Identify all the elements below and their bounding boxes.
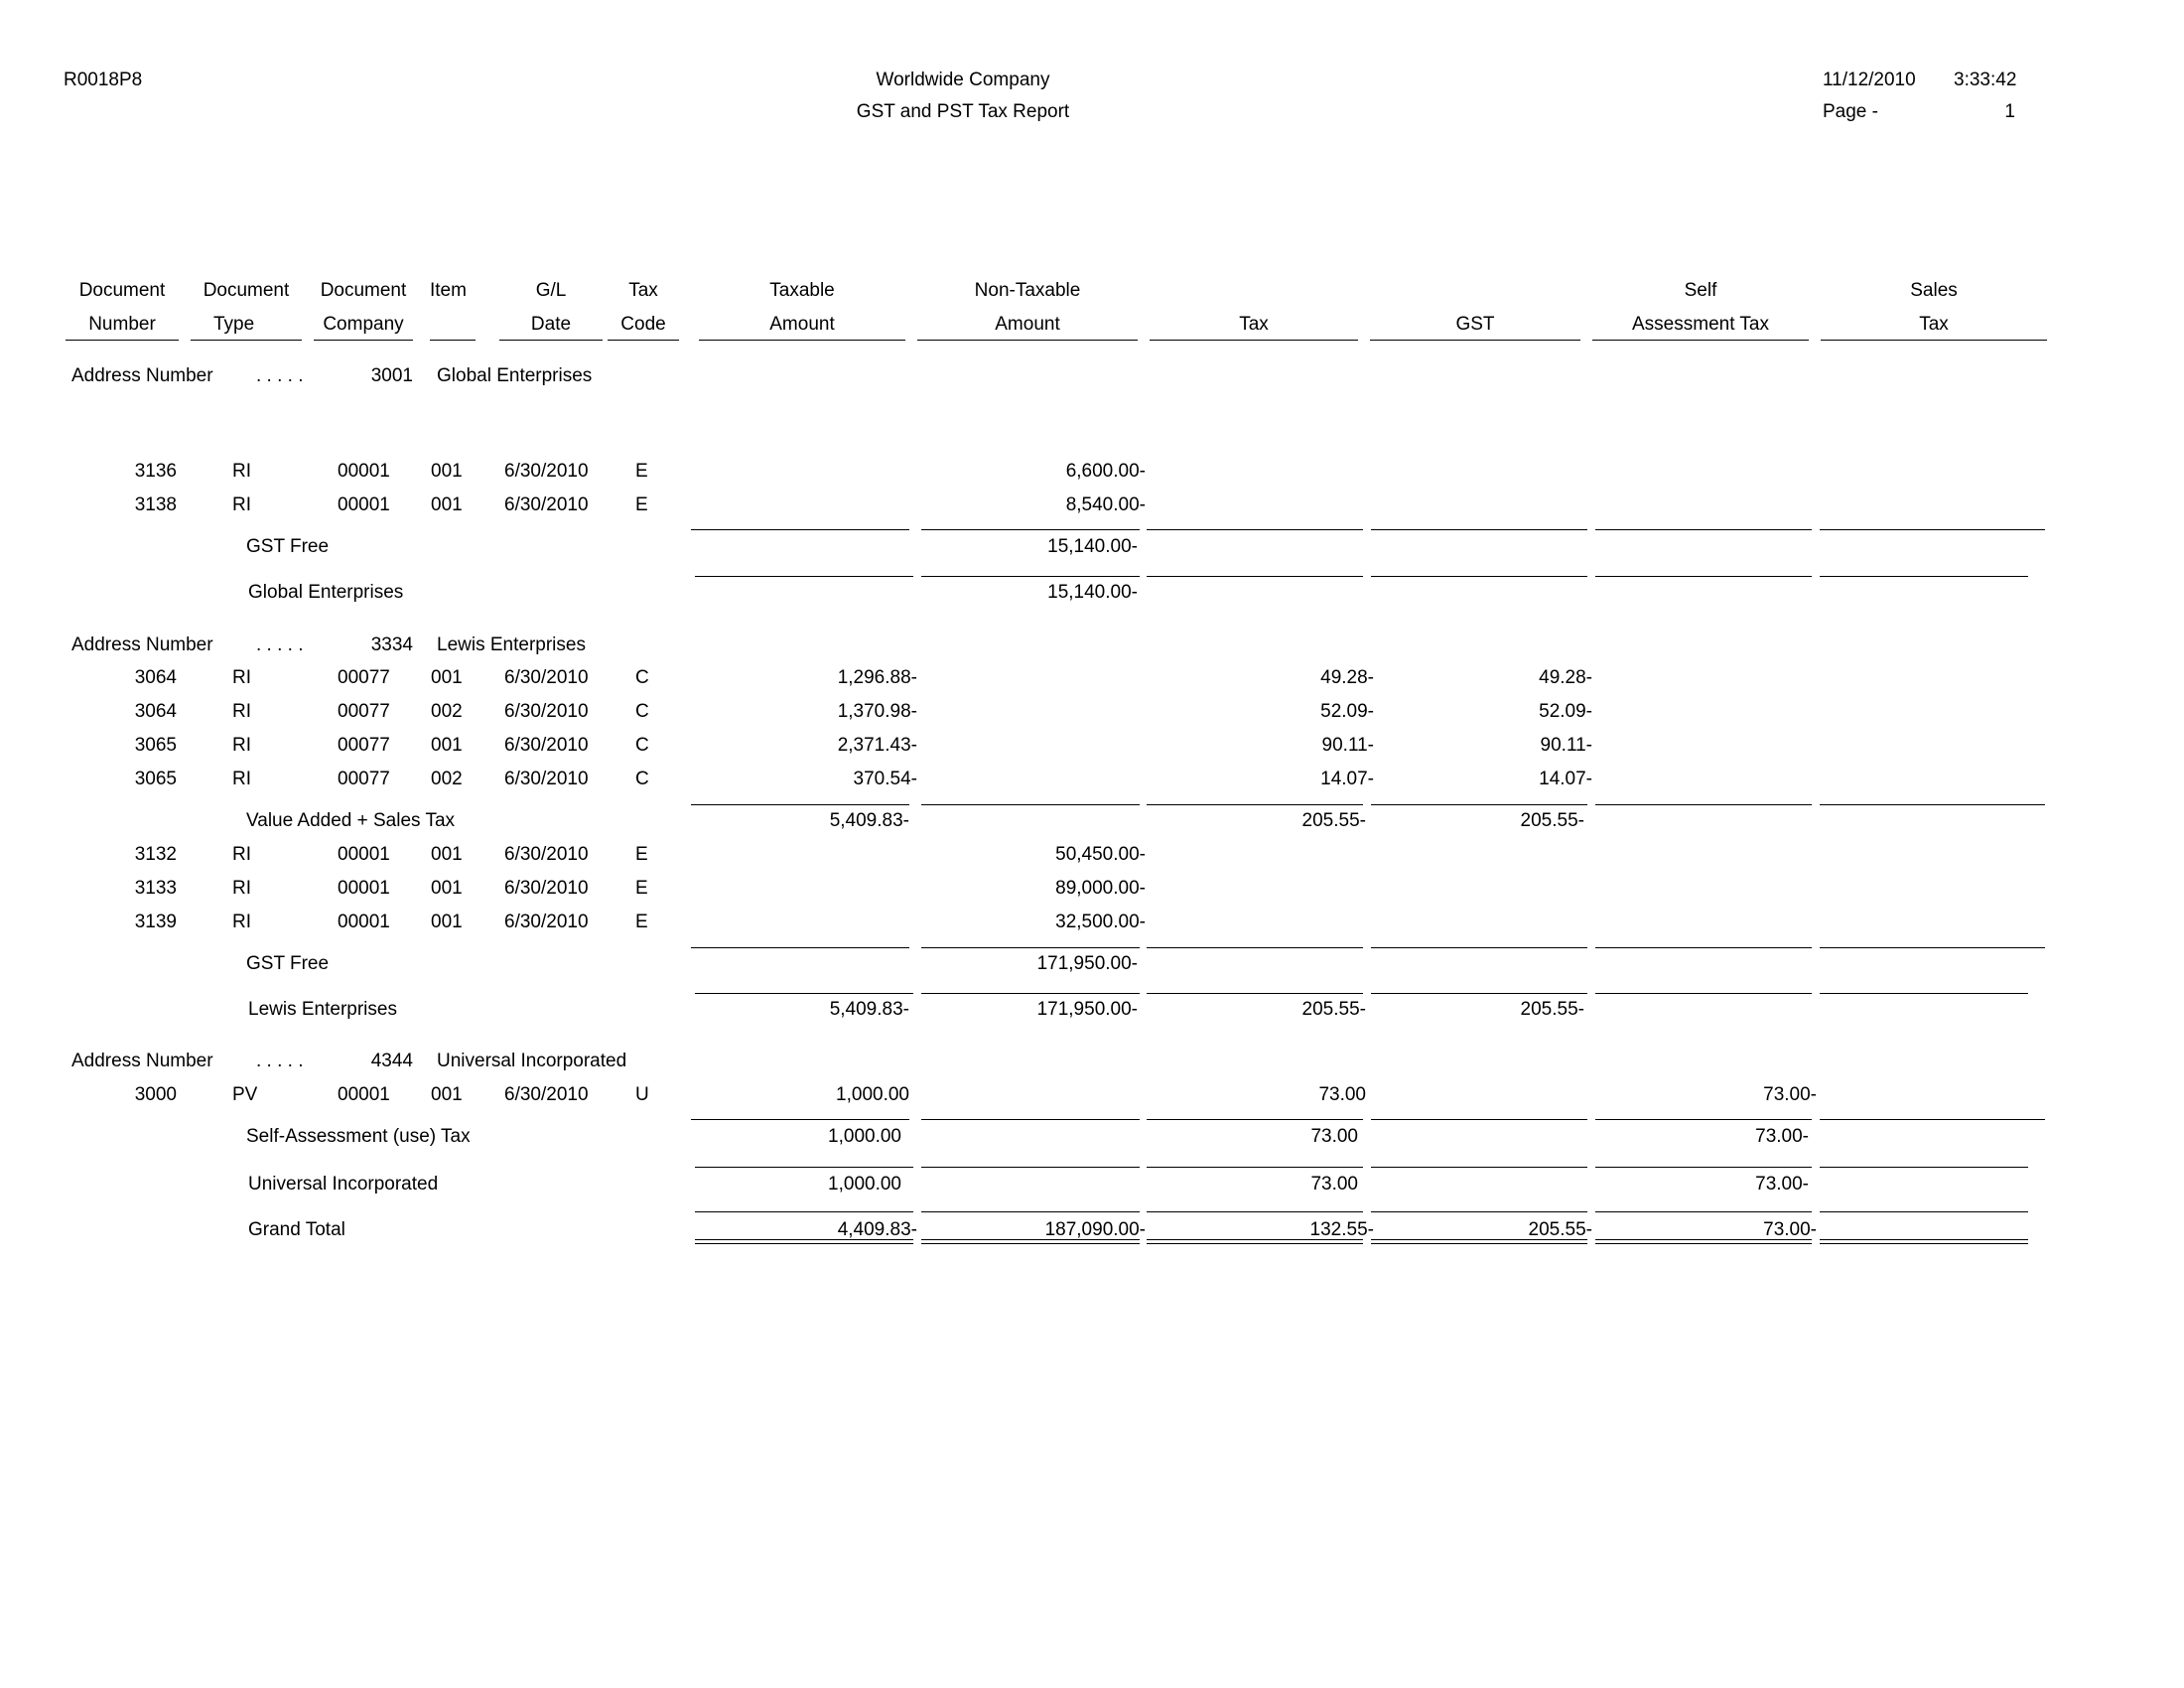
grand-total-double-rule [695,1239,913,1244]
subtotal-rule [1820,947,2045,948]
taxable-amount: 1,000.00 [836,1084,909,1105]
address-dots: . . . . . [256,634,304,655]
tax-code: E [635,461,648,482]
subtotal-rule [1595,529,1812,530]
doc-type: RI [232,461,251,482]
doc-type: RI [232,769,251,789]
item: 001 [431,461,463,482]
col-underline [608,340,679,341]
address-name: Universal Incorporated [437,1051,627,1071]
grand-total-double-rule [1595,1239,1812,1244]
col-tax-code-l2: Code [620,314,666,335]
tax-code: C [635,735,649,756]
gst-amount: 49.28- [1539,667,1592,688]
doc-type: RI [232,667,251,688]
col-underline [699,340,905,341]
subtotal-taxable: 5,409.83- [829,810,909,831]
grand-total-taxable: 4,409.83- [837,1219,917,1240]
grand-total-rule [1147,1211,1363,1212]
col-underline [314,340,413,341]
grand-total-tax: 132.55- [1309,1219,1374,1240]
subtotal-rule [921,1119,1140,1120]
non-taxable-amount: 89,000.00- [1055,878,1146,899]
company-name: Worldwide Company [876,70,1050,90]
subtotal-rule [1820,1119,2045,1120]
total-rule [1371,993,1587,994]
col-underline [1821,340,2047,341]
subtotal-label: GST Free [246,953,330,974]
total-rule [1147,993,1363,994]
doc-company: 00001 [338,494,390,515]
total-rule [1595,993,1812,994]
subtotal-rule [921,947,1140,948]
taxable-amount: 370.54- [853,769,917,789]
total-rule [921,1167,1140,1168]
item: 001 [431,735,463,756]
total-rule [921,993,1140,994]
item: 001 [431,1084,463,1105]
grand-total-double-rule [1820,1239,2028,1244]
gl-date: 6/30/2010 [504,494,589,515]
col-underline [1592,340,1809,341]
taxable-amount: 2,371.43- [837,735,917,756]
subtotal-gst: 205.55- [1520,810,1584,831]
gst-amount: 52.09- [1539,701,1592,722]
tax-amount: 73.00 [1318,1084,1366,1105]
grand-total-rule [695,1211,913,1212]
col-underline [499,340,603,341]
subtotal-non-taxable: 171,950.00- [1036,953,1138,974]
doc-number: 3065 [134,769,177,789]
subtotal-rule [1147,804,1363,805]
col-item-l1: Item [430,280,467,301]
gl-date: 6/30/2010 [504,667,589,688]
tax-code: E [635,912,648,932]
tax-amount: 52.09- [1320,701,1374,722]
group-total-tax: 73.00 [1310,1174,1358,1195]
col-doc-number-l2: Number [88,314,156,335]
item: 001 [431,912,463,932]
col-doc-number-l1: Document [78,280,166,301]
group-total-self-assessment: 73.00- [1755,1174,1809,1195]
gst-amount: 14.07- [1539,769,1592,789]
tax-code: E [635,844,648,865]
grand-total-gst: 205.55- [1528,1219,1592,1240]
group-total-taxable: 1,000.00 [828,1174,901,1195]
address-name: Lewis Enterprises [437,634,586,655]
gl-date: 6/30/2010 [504,1084,589,1105]
doc-company: 00077 [338,701,390,722]
group-total-label: Lewis Enterprises [248,999,397,1020]
tax-code: C [635,667,649,688]
grand-total-label: Grand Total [248,1219,345,1240]
grand-total-double-rule [921,1239,1140,1244]
grand-total-rule [921,1211,1140,1212]
item: 001 [431,878,463,899]
col-self-assessment-l2: Assessment Tax [1632,314,1769,335]
tax-code: U [635,1084,649,1105]
doc-company: 00001 [338,878,390,899]
doc-company: 00001 [338,912,390,932]
col-gl-date-l1: G/L [535,280,567,301]
col-self-assessment-l1: Self [1684,280,1717,301]
subtotal-rule [1371,529,1587,530]
col-taxable-l2: Amount [769,314,835,335]
subtotal-rule [1595,947,1812,948]
report-id: R0018P8 [64,70,143,90]
col-sales-tax-l2: Tax [1919,314,1949,335]
doc-number: 3064 [134,667,177,688]
total-rule [1820,1167,2028,1168]
col-non-taxable-l2: Amount [995,314,1060,335]
col-gl-date-l2: Date [530,314,572,335]
subtotal-rule [1371,947,1587,948]
col-underline [1150,340,1358,341]
doc-company: 00077 [338,735,390,756]
subtotal-rule [1147,947,1363,948]
doc-number: 3000 [134,1084,177,1105]
subtotal-rule [1595,1119,1812,1120]
total-rule [695,993,913,994]
doc-number: 3133 [134,878,177,899]
subtotal-label: Value Added + Sales Tax [246,810,456,831]
col-taxable-l1: Taxable [769,280,835,301]
item: 001 [431,844,463,865]
address-number: 3334 [370,634,413,655]
report-date: 11/12/2010 [1823,70,1916,90]
doc-type: RI [232,735,251,756]
subtotal-rule [691,529,909,530]
subtotal-rule [1147,529,1363,530]
subtotal-tax: 73.00 [1310,1126,1358,1147]
tax-amount: 14.07- [1320,769,1374,789]
col-doc-type-l2: Type [213,314,255,335]
group-total-taxable: 5,409.83- [829,999,909,1020]
subtotal-rule [691,804,909,805]
col-doc-company-l1: Document [320,280,407,301]
total-rule [695,576,913,577]
grand-total-rule [1371,1211,1587,1212]
tax-amount: 49.28- [1320,667,1374,688]
address-label: Address Number [71,634,213,655]
gst-amount: 90.11- [1540,735,1592,756]
subtotal-rule [921,804,1140,805]
total-rule [1147,576,1363,577]
group-total-gst: 205.55- [1520,999,1584,1020]
group-total-non-taxable: 15,140.00- [1047,582,1138,603]
item: 001 [431,494,463,515]
non-taxable-amount: 32,500.00- [1055,912,1146,932]
gl-date: 6/30/2010 [504,844,589,865]
doc-number: 3064 [134,701,177,722]
taxable-amount: 1,296.88- [837,667,917,688]
subtotal-rule [1595,804,1812,805]
address-dots: . . . . . [256,365,304,386]
total-rule [1595,1167,1812,1168]
tax-amount: 90.11- [1321,735,1374,756]
total-rule [1820,576,2028,577]
col-underline [917,340,1138,341]
doc-type: RI [232,494,251,515]
tax-code: E [635,878,648,899]
self-assessment-amount: 73.00- [1763,1084,1817,1105]
subtotal-non-taxable: 15,140.00- [1047,536,1138,557]
doc-company: 00001 [338,844,390,865]
doc-type: RI [232,844,251,865]
col-tax-l2: Tax [1239,314,1269,335]
group-total-label: Global Enterprises [248,582,404,603]
grand-total-double-rule [1147,1239,1363,1244]
col-doc-company-l2: Company [323,314,404,335]
doc-number: 3065 [134,735,177,756]
non-taxable-amount: 8,540.00- [1065,494,1146,515]
subtotal-self-assessment: 73.00- [1755,1126,1809,1147]
col-tax-code-l1: Tax [628,280,658,301]
total-rule [1820,993,2028,994]
grand-total-double-rule [1371,1239,1587,1244]
total-rule [695,1167,913,1168]
address-number: 3001 [370,365,413,386]
subtotal-rule [1371,804,1587,805]
report-time: 3:33:42 [1954,70,2017,90]
doc-number: 3136 [134,461,177,482]
grand-total-rule [1595,1211,1812,1212]
tax-code: C [635,701,649,722]
gl-date: 6/30/2010 [504,912,589,932]
col-underline [66,340,179,341]
item: 001 [431,667,463,688]
col-underline [1370,340,1580,341]
doc-company: 00077 [338,769,390,789]
grand-total-rule [1820,1211,2028,1212]
col-non-taxable-l1: Non-Taxable [974,280,1081,301]
page-label: Page - [1823,101,1878,122]
subtotal-rule [691,947,909,948]
item: 002 [431,769,463,789]
col-doc-type-l1: Document [203,280,290,301]
gl-date: 6/30/2010 [504,701,589,722]
tax-code: C [635,769,649,789]
gl-date: 6/30/2010 [504,461,589,482]
total-rule [1147,1167,1363,1168]
address-label: Address Number [71,365,213,386]
doc-type: RI [232,912,251,932]
address-name: Global Enterprises [437,365,593,386]
subtotal-label: GST Free [246,536,330,557]
subtotal-rule [1820,804,2045,805]
tax-code: E [635,494,648,515]
col-underline [191,340,302,341]
taxable-amount: 1,370.98- [837,701,917,722]
subtotal-rule [921,529,1140,530]
doc-company: 00001 [338,1084,390,1105]
address-dots: . . . . . [256,1051,304,1071]
subtotal-rule [691,1119,909,1120]
col-underline [430,340,476,341]
doc-company: 00077 [338,667,390,688]
subtotal-rule [1820,529,2045,530]
subtotal-label: Self-Assessment (use) Tax [246,1126,471,1147]
gl-date: 6/30/2010 [504,878,589,899]
total-rule [1595,576,1812,577]
gl-date: 6/30/2010 [504,769,589,789]
doc-type: RI [232,878,251,899]
subtotal-taxable: 1,000.00 [828,1126,901,1147]
doc-number: 3139 [134,912,177,932]
grand-total-self-assessment: 73.00- [1763,1219,1817,1240]
subtotal-tax: 205.55- [1301,810,1366,831]
doc-type: PV [232,1084,258,1105]
address-label: Address Number [71,1051,213,1071]
subtotal-rule [1371,1119,1587,1120]
page-number: 1 [2004,101,2015,122]
non-taxable-amount: 50,450.00- [1055,844,1146,865]
subtotal-rule [1147,1119,1363,1120]
non-taxable-amount: 6,600.00- [1065,461,1146,482]
total-rule [1371,1167,1587,1168]
doc-number: 3138 [134,494,177,515]
group-total-label: Universal Incorporated [248,1174,439,1195]
col-gst-l2: GST [1455,314,1495,335]
report-title: GST and PST Tax Report [856,101,1070,122]
address-number: 4344 [370,1051,413,1071]
doc-type: RI [232,701,251,722]
total-rule [921,576,1140,577]
group-total-tax: 205.55- [1301,999,1366,1020]
grand-total-non-taxable: 187,090.00- [1044,1219,1146,1240]
col-sales-tax-l1: Sales [1910,280,1958,301]
doc-company: 00001 [338,461,390,482]
doc-number: 3132 [134,844,177,865]
total-rule [1371,576,1587,577]
group-total-non-taxable: 171,950.00- [1036,999,1138,1020]
gl-date: 6/30/2010 [504,735,589,756]
item: 002 [431,701,463,722]
